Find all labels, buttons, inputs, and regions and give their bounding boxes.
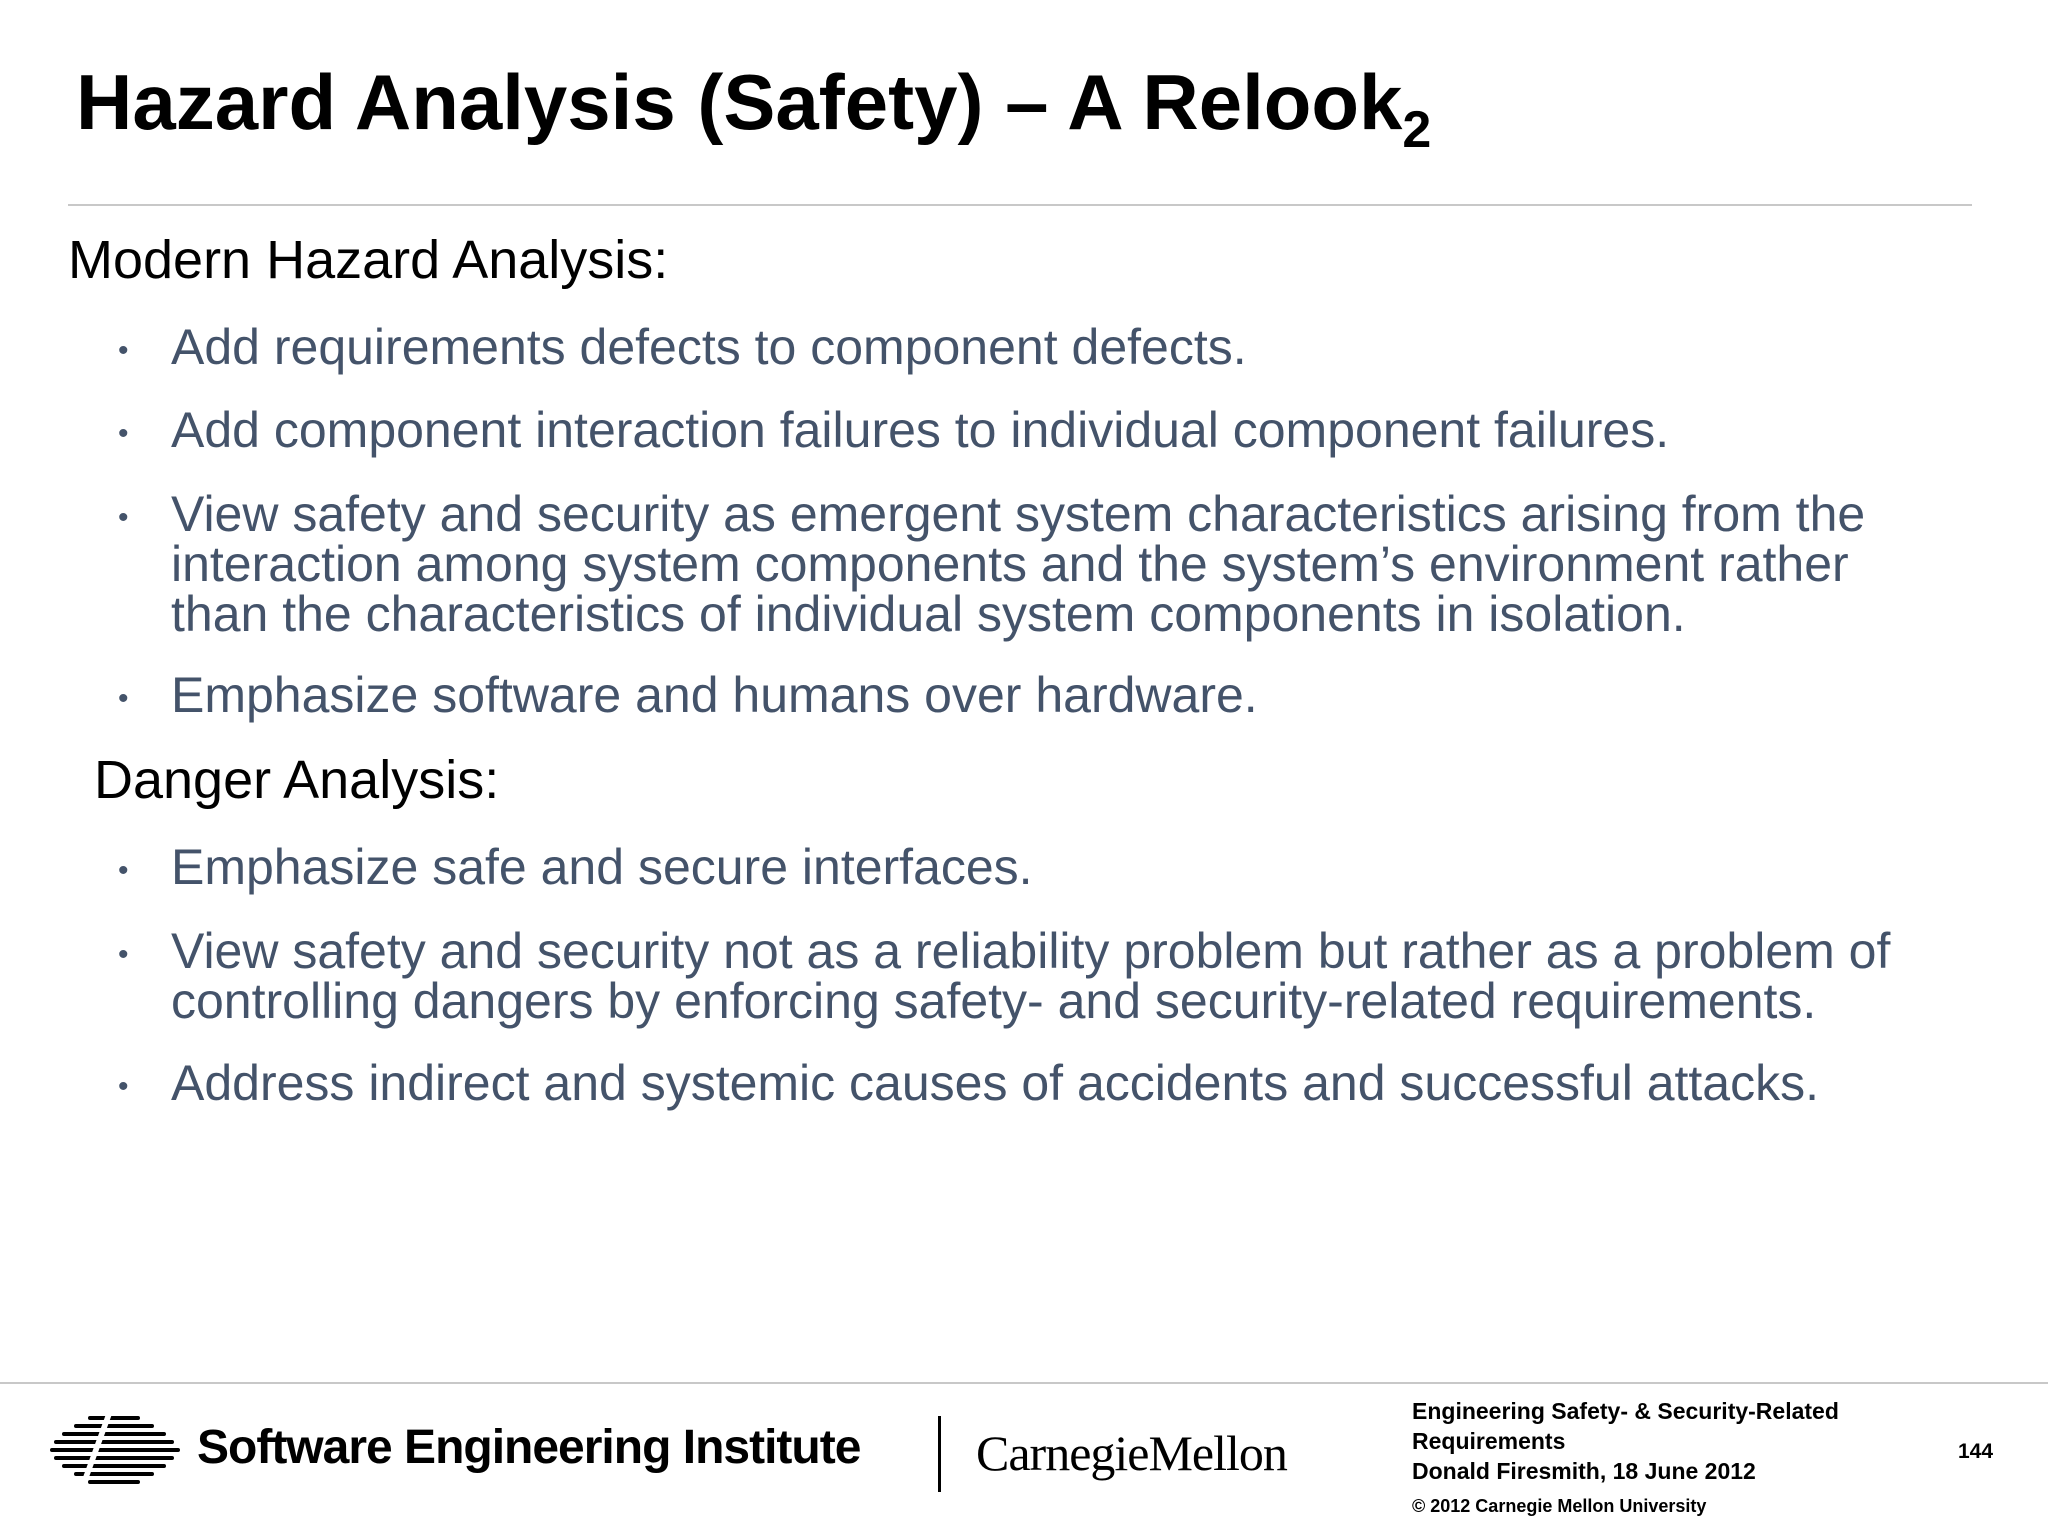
sei-logo-text: Software Engineering Institute <box>197 1421 861 1474</box>
bullet-text: Address indirect and systemic causes of accidents and successful attacks. <box>171 1055 1819 1111</box>
bullet-icon: • <box>118 682 129 715</box>
page-number: 144 <box>1958 1440 1994 1463</box>
bullet-icon: • <box>118 501 129 534</box>
bullet-icon: • <box>118 417 129 450</box>
bullet-icon: • <box>118 334 129 367</box>
sei-logo-icon <box>50 1414 180 1486</box>
bullet-text: Emphasize software and humans over hardware. <box>171 667 1258 723</box>
bullet-text: Add component interaction failures to individual component failures. <box>171 402 1670 458</box>
bullet-icon: • <box>118 1070 129 1103</box>
bullet-icon: • <box>118 938 129 971</box>
slide-title <box>76 58 1432 159</box>
section-heading-danger-analysis: Danger Analysis: <box>94 750 500 810</box>
footer-author-date: Donald Firesmith, 18 June 2012 <box>1412 1458 1756 1484</box>
bullet-text: Emphasize safe and secure interfaces. <box>171 839 1033 895</box>
bullet-text: View safety and security as emergent system characteristics arising from the interaction among system components and the system’s environment rather than the characteristics of individual system components in isolation. <box>171 486 1866 642</box>
cmu-logo-text: CarnegieMellon <box>976 1425 1287 1481</box>
bullet-text: View safety and security not as a reliability problem but rather as a problem of controlling dangers by enforcing safety- and security-related requirements. <box>171 923 1891 1029</box>
bullet-text: Add requirements defects to component defects. <box>171 319 1247 375</box>
logo-divider <box>938 1416 941 1492</box>
section-heading-modern-hazard-analysis: Modern Hazard Analysis: <box>68 230 669 290</box>
bullet-icon: • <box>118 854 129 887</box>
footer-course-title-line1: Engineering Safety- & Security-Related <box>1412 1398 1839 1424</box>
title-divider <box>68 204 1972 206</box>
footer-course-title-line2: Requirements <box>1412 1428 1566 1454</box>
slide-title-subscript: 2 <box>1402 101 1432 159</box>
footer-divider <box>0 1382 2048 1384</box>
footer-copyright: © 2012 Carnegie Mellon University <box>1412 1496 1707 1516</box>
footer-course-info <box>1412 1396 1839 1486</box>
slide-title-text: Hazard Analysis (Safety) – A Relook <box>76 58 1403 146</box>
